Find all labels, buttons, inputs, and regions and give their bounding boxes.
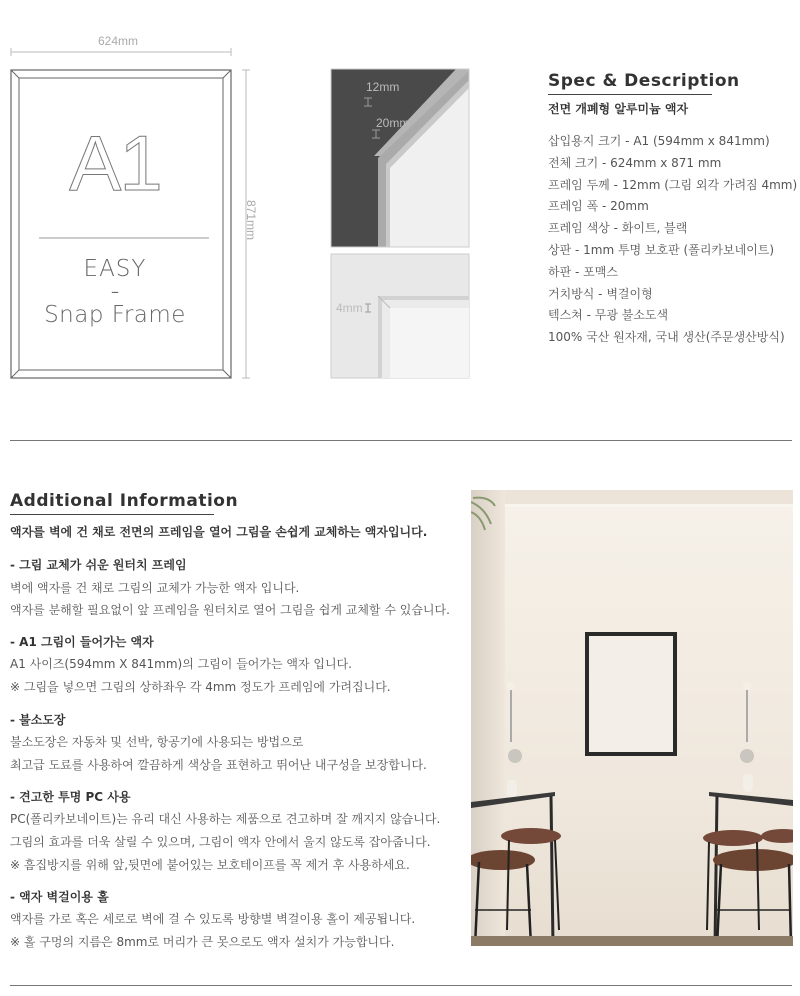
room-photo [471,490,793,946]
bottom-divider [10,985,792,986]
feature-heading: - A1 그림이 들어가는 액자 [10,635,154,649]
feature-text: 불소도장은 자동차 및 선박, 항공기에 사용되는 방법으로 [10,735,304,749]
feature-text: ※ 흠집방지를 위해 앞,뒷면에 붙어있는 보호테이프를 꼭 제거 후 사용하세요. [10,858,410,872]
spec-item: 거치방식 - 벽걸이형 [548,286,653,301]
spec-title: Spec & Description [548,71,740,91]
feature-heading: - 불소도장 [10,713,66,727]
additional-title-underline [10,514,214,515]
feature-heading: - 견고한 투명 PC 사용 [10,790,131,804]
spec-item: 삽입용지 크기 - A1 (594mm x 841mm) [548,134,770,148]
feature-text: 벽에 액자를 건 채로 그림의 교체가 가능한 액자 입니다. [10,581,300,595]
frame-easy-text: EASY [83,256,147,282]
frame-thickness-label: 12mm [366,80,400,94]
room-photo-illustration [471,490,793,946]
additional-title: Additional Information [10,491,239,511]
spec-item: 프레임 두께 - 12mm (그림 외각 가려짐 4mm) [548,177,798,192]
spec-item: 상판 - 1mm 투명 보호판 (폴리카보네이트) [548,242,775,257]
cover-width-label: 4mm [336,301,363,315]
feature-text: 액자를 가로 혹은 세로로 벽에 걸 수 있도록 방향별 벽걸이용 홀이 제공됩니다. [10,912,416,926]
section-divider [10,440,792,441]
spec-item: 하판 - 포맥스 [548,264,618,279]
frame-profile-detail [330,68,472,380]
feature-text: A1 사이즈(594mm X 841mm)의 그림이 들어가는 액자 입니다. [10,657,352,671]
spec-item: 프레임 색상 - 화이트, 블랙 [548,221,688,236]
frame-width-label: 20mm [376,116,410,130]
spec-item: 100% 국산 원자재, 국내 생산(주문생산방식) [548,330,785,345]
feature-text: 그림의 효과를 더욱 살릴 수 있으며, 그림이 액자 안에서 울지 않도록 잡아줍니다. [10,835,431,849]
frame-dash-text: – [111,282,119,301]
spec-item: 텍스쳐 - 무광 불소도색 [548,308,669,323]
feature-text: ※ 그림을 넣으면 그림의 상하좌우 각 4mm 정도가 프레임에 가려집니다. [10,680,391,694]
spec-subtitle: 전면 개폐형 알루미늄 액자 [548,102,689,116]
feature-text: ※ 홀 구멍의 지름은 8mm로 머리가 큰 못으로도 액자 설치가 가능합니다. [10,935,395,949]
spec-item: 전체 크기 - 624mm x 871 mm [548,155,722,170]
spec-title-underline [548,94,712,95]
feature-text: 최고급 도료를 사용하여 깔끔하게 색상을 표현하고 뛰어난 내구성을 보장합니다. [10,758,427,772]
feature-text: 액자를 분해할 필요없이 앞 프레임을 원터치로 열어 그림을 쉽게 교체할 수 있습니다. [10,603,450,617]
feature-heading: - 그림 교체가 쉬운 원터치 프레임 [10,558,187,572]
additional-intro: 액자를 벽에 건 채로 전면의 프레임을 열어 그림을 손쉽게 교체하는 액자입니다. [10,525,428,539]
feature-heading: - 액자 벽걸이용 홀 [10,890,109,904]
frame-snap-text: Snap Frame [44,302,186,328]
height-dimension-label: 871mm [244,200,258,241]
width-dimension-label: 624mm [98,34,139,48]
spec-list [548,131,797,349]
frame-size-text: A1 [69,119,161,207]
spec-item: 프레임 폭 - 20mm [548,199,649,214]
feature-text: PC(폴리카보네이트)는 유리 대신 사용하는 제품으로 견고하며 잘 깨지지 않습니다. [10,812,441,826]
frame-diagram [8,46,278,386]
